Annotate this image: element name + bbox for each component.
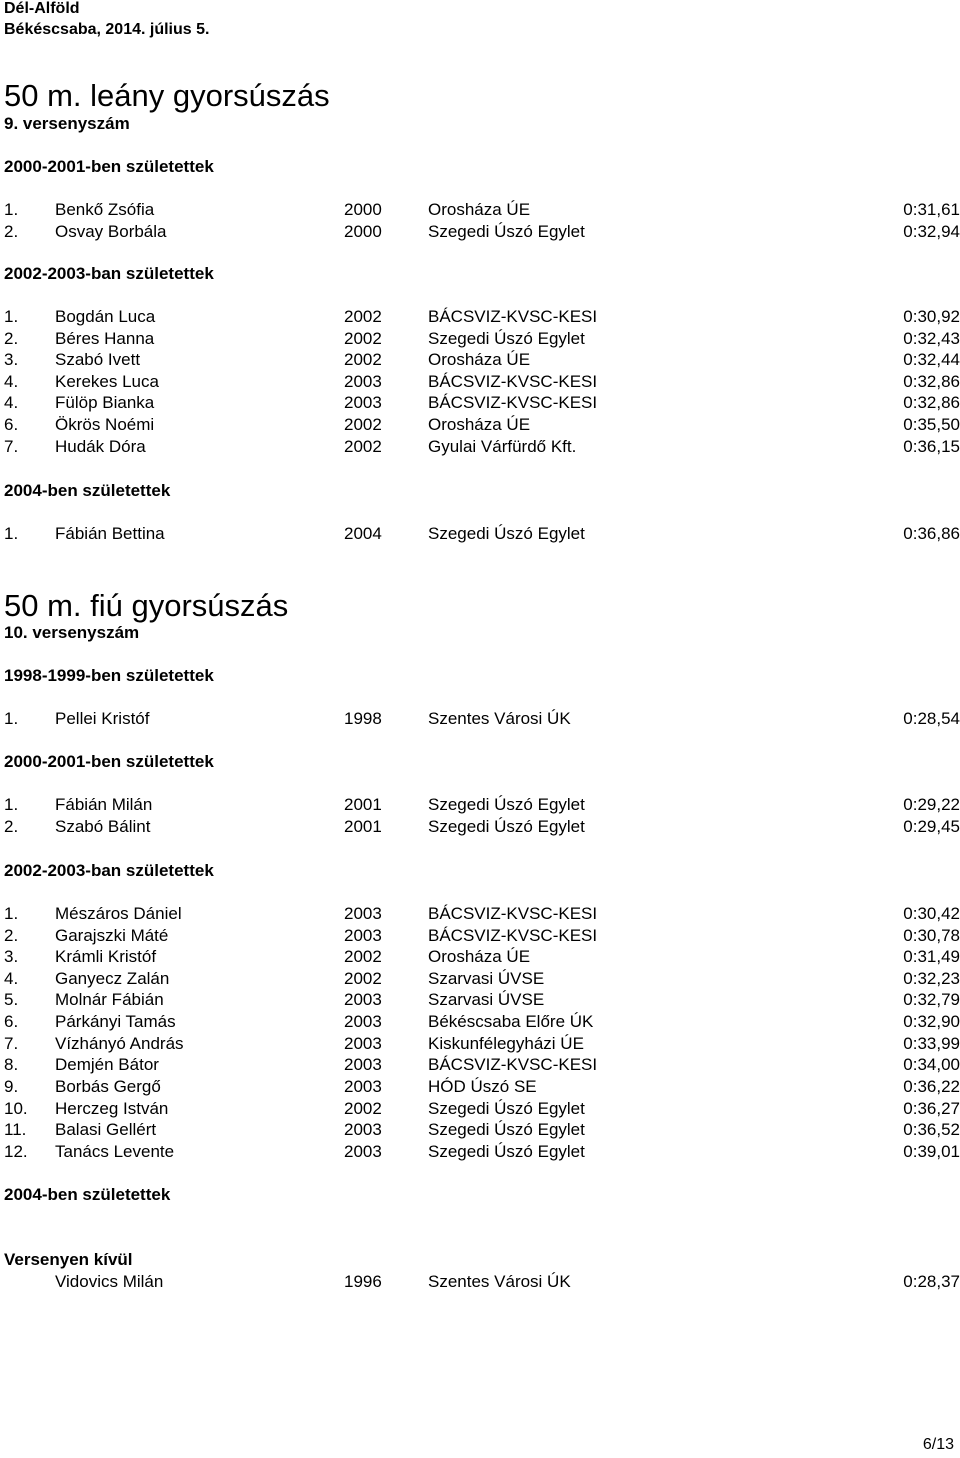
header-region: Dél-Alföld: [4, 0, 80, 17]
club: BÁCSVIZ-KVSC-KESI: [428, 372, 598, 391]
result-time: 0:30,78: [903, 926, 960, 945]
place: 3.: [4, 350, 19, 369]
swimmer-name: Herczeg István: [55, 1099, 169, 1118]
birth-year: 2003: [344, 1142, 382, 1161]
result-time: 0:36,52: [903, 1120, 960, 1139]
club: Szegedi Úszó Egylet: [428, 222, 585, 241]
club: BÁCSVIZ-KVSC-KESI: [428, 926, 598, 945]
place: 1.: [4, 524, 19, 543]
result-row: [0, 926, 960, 947]
swimmer-name: Vidovics Milán: [55, 1272, 164, 1291]
birth-year: 2003: [344, 1012, 382, 1031]
place: 2.: [4, 926, 19, 945]
result-time: 0:32,79: [903, 990, 960, 1009]
club: Szegedi Úszó Egylet: [428, 1120, 585, 1139]
place: 8.: [4, 1055, 19, 1074]
result-row: [0, 200, 960, 221]
age-group-heading: 1998-1999-ben születettek: [4, 666, 214, 685]
result-time: 0:32,90: [903, 1012, 960, 1031]
result-time: 0:32,44: [903, 350, 960, 369]
swimmer-name: Fábián Milán: [55, 795, 153, 814]
swimmer-name: Mészáros Dániel: [55, 904, 182, 923]
result-row: [0, 969, 960, 990]
club: Orosháza ÚE: [428, 415, 531, 434]
swimmer-name: Hudák Dóra: [55, 437, 146, 456]
place: 4.: [4, 393, 19, 412]
result-row: [0, 1012, 960, 1033]
result-time: 0:30,42: [903, 904, 960, 923]
result-row: [0, 1099, 960, 1120]
club: Gyulai Várfürdő Kft.: [428, 437, 577, 456]
result-time: 0:36,15: [903, 437, 960, 456]
swimmer-name: Borbás Gergő: [55, 1077, 161, 1096]
result-row: [0, 947, 960, 968]
result-row: [0, 904, 960, 925]
result-row: [0, 1120, 960, 1141]
result-time: 0:29,45: [903, 817, 960, 836]
swimmer-name: Demjén Bátor: [55, 1055, 159, 1074]
age-group-heading: 2004-ben születettek: [4, 1185, 171, 1204]
birth-year: 2003: [344, 1055, 382, 1074]
club: Szegedi Úszó Egylet: [428, 1142, 585, 1161]
swimmer-name: Benkő Zsófia: [55, 200, 155, 219]
swimmer-name: Fülöp Bianka: [55, 393, 155, 412]
swimmer-name: Pellei Kristóf: [55, 709, 150, 728]
result-row: [0, 990, 960, 1011]
result-time: 0:34,00: [903, 1055, 960, 1074]
place: 12.: [4, 1142, 28, 1161]
result-time: 0:28,37: [903, 1272, 960, 1291]
place: 11.: [4, 1120, 27, 1139]
place: 7.: [4, 437, 19, 456]
club: Szarvasi ÚVSE: [428, 969, 545, 988]
result-time: 0:31,49: [903, 947, 960, 966]
result-time: 0:33,99: [903, 1034, 960, 1053]
place: 2.: [4, 329, 19, 348]
club: BÁCSVIZ-KVSC-KESI: [428, 1055, 598, 1074]
place: 5.: [4, 990, 19, 1009]
event-number: 9. versenyszám: [4, 114, 130, 133]
club: Békéscsaba Előre ÚK: [428, 1012, 594, 1031]
result-row: [0, 222, 960, 243]
swimmer-name: Tanács Levente: [55, 1142, 175, 1161]
result-row: [0, 1272, 960, 1293]
place: 1.: [4, 200, 19, 219]
place: 4.: [4, 372, 19, 391]
swimmer-name: Párkányi Tamás: [55, 1012, 176, 1031]
birth-year: 2001: [344, 817, 382, 836]
result-time: 0:36,22: [903, 1077, 960, 1096]
club: Szegedi Úszó Egylet: [428, 795, 585, 814]
result-time: 0:28,54: [903, 709, 960, 728]
club: HÓD Úszó SE: [428, 1077, 537, 1096]
swimmer-name: Vízhányó András: [55, 1034, 184, 1053]
result-time: 0:36,86: [903, 524, 960, 543]
birth-year: 2003: [344, 372, 382, 391]
result-time: 0:32,43: [903, 329, 960, 348]
swimmer-name: Balasi Gellért: [55, 1120, 157, 1139]
place: 9.: [4, 1077, 19, 1096]
place: 1.: [4, 904, 19, 923]
club: Orosháza ÚE: [428, 200, 531, 219]
result-time: 0:29,22: [903, 795, 960, 814]
result-row: [0, 1055, 960, 1076]
place: 3.: [4, 947, 19, 966]
swimmer-name: Osvay Borbála: [55, 222, 167, 241]
club: Szegedi Úszó Egylet: [428, 329, 585, 348]
swimmer-name: Kerekes Luca: [55, 372, 159, 391]
birth-year: 2003: [344, 393, 382, 412]
club: Szentes Városi ÚK: [428, 709, 571, 728]
birth-year: 2002: [344, 969, 382, 988]
swimmer-name: Krámli Kristóf: [55, 947, 157, 966]
birth-year: 1998: [344, 709, 382, 728]
place: 6.: [4, 415, 19, 434]
age-group-heading: 2002-2003-ban születettek: [4, 264, 214, 283]
club: Kiskunfélegyházi ÚE: [428, 1034, 584, 1053]
birth-year: 1996: [344, 1272, 382, 1291]
place: 2.: [4, 222, 19, 241]
birth-year: 2002: [344, 437, 382, 456]
result-row: [0, 1142, 960, 1163]
result-time: 0:35,50: [903, 415, 960, 434]
place: 7.: [4, 1034, 19, 1053]
result-row: [0, 307, 960, 328]
result-time: 0:39,01: [903, 1142, 960, 1161]
result-time: 0:36,27: [903, 1099, 960, 1118]
swimmer-name: Ökrös Noémi: [55, 415, 155, 434]
place: 10.: [4, 1099, 28, 1118]
club: Szegedi Úszó Egylet: [428, 524, 585, 543]
birth-year: 2003: [344, 926, 382, 945]
age-group-heading: 2000-2001-ben születettek: [4, 752, 214, 771]
result-row: [0, 795, 960, 816]
result-row: [0, 329, 960, 350]
place: 1.: [4, 307, 19, 326]
result-row: [0, 393, 960, 414]
place: 1.: [4, 709, 19, 728]
place: 6.: [4, 1012, 19, 1031]
birth-year: 2003: [344, 1120, 382, 1139]
swimmer-name: Fábián Bettina: [55, 524, 165, 543]
swimmer-name: Bogdán Luca: [55, 307, 156, 326]
result-row: [0, 415, 960, 436]
birth-year: 2003: [344, 990, 382, 1009]
club: Orosháza ÚE: [428, 947, 531, 966]
result-row: [0, 524, 960, 545]
result-time: 0:31,61: [903, 200, 960, 219]
birth-year: 2002: [344, 415, 382, 434]
birth-year: 2003: [344, 1034, 382, 1053]
age-group-heading: 2000-2001-ben születettek: [4, 157, 214, 176]
birth-year: 2002: [344, 307, 382, 326]
event-title: 50 m. leány gyorsúszás: [4, 78, 330, 113]
club: Szegedi Úszó Egylet: [428, 1099, 585, 1118]
result-row: [0, 709, 960, 730]
club: Szentes Városi ÚK: [428, 1272, 571, 1291]
age-group-heading: 2002-2003-ban születettek: [4, 861, 214, 880]
swimmer-name: Szabó Ivett: [55, 350, 141, 369]
club: BÁCSVIZ-KVSC-KESI: [428, 904, 598, 923]
club: Orosháza ÚE: [428, 350, 531, 369]
birth-year: 2004: [344, 524, 382, 543]
place: 1.: [4, 795, 19, 814]
header-place-date: Békéscsaba, 2014. július 5.: [4, 21, 210, 38]
club: Szarvasi ÚVSE: [428, 990, 545, 1009]
result-time: 0:32,86: [903, 372, 960, 391]
result-time: 0:32,23: [903, 969, 960, 988]
birth-year: 2002: [344, 947, 382, 966]
swimmer-name: Ganyecz Zalán: [55, 969, 170, 988]
event-number: 10. versenyszám: [4, 623, 140, 642]
age-group-heading: 2004-ben születettek: [4, 481, 171, 500]
birth-year: 2001: [344, 795, 382, 814]
result-time: 0:32,94: [903, 222, 960, 241]
birth-year: 2002: [344, 1099, 382, 1118]
birth-year: 2003: [344, 904, 382, 923]
place: 2.: [4, 817, 19, 836]
club: BÁCSVIZ-KVSC-KESI: [428, 393, 598, 412]
result-row: [0, 1034, 960, 1055]
swimmer-name: Garajszki Máté: [55, 926, 169, 945]
result-row: [0, 350, 960, 371]
event-title: 50 m. fiú gyorsúszás: [4, 588, 289, 623]
club: BÁCSVIZ-KVSC-KESI: [428, 307, 598, 326]
result-time: 0:32,86: [903, 393, 960, 412]
result-row: [0, 437, 960, 458]
birth-year: 2002: [344, 350, 382, 369]
club: Szegedi Úszó Egylet: [428, 817, 585, 836]
birth-year: 2002: [344, 329, 382, 348]
birth-year: 2003: [344, 1077, 382, 1096]
out-of-competition-heading: Versenyen kívül: [4, 1250, 133, 1269]
result-row: [0, 1077, 960, 1098]
birth-year: 2000: [344, 200, 382, 219]
swimmer-name: Molnár Fábián: [55, 990, 164, 1009]
birth-year: 2000: [344, 222, 382, 241]
result-time: 0:30,92: [903, 307, 960, 326]
result-row: [0, 372, 960, 393]
swimmer-name: Béres Hanna: [55, 329, 155, 348]
page-number: 6/13: [922, 1436, 954, 1453]
swimmer-name: Szabó Bálint: [55, 817, 151, 836]
place: 4.: [4, 969, 19, 988]
result-row: [0, 817, 960, 838]
